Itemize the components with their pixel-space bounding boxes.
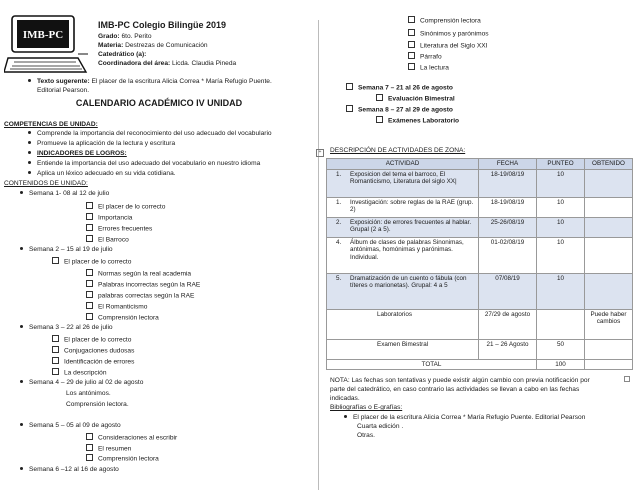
topic-item: Palabras incorrectas según la RAE	[86, 280, 200, 290]
cell-actividad: Examen Bimestral	[327, 339, 479, 359]
checkbox-icon	[86, 280, 93, 287]
topic-item: Exámenes Laboratorio	[376, 116, 459, 126]
cell-obtenido	[585, 217, 633, 237]
cell-fecha: 27/29 de agosto	[479, 309, 537, 339]
table-row	[327, 339, 633, 359]
topic-item: Normas según la real academia	[86, 269, 191, 279]
table-row	[327, 169, 633, 197]
topic-item: El placer de lo correcto	[52, 335, 131, 345]
bullet-icon	[20, 325, 23, 328]
calendar-title: CALENDARIO ACADÉMICO IV UNIDAD	[75, 98, 243, 108]
cell-actividad: 1. Exposicion del tema el barroco, El Romanticismo, Literatura del siglo XX|	[327, 169, 479, 197]
nota-line: NOTA: Las fechas son tentativas y puede existir algún cambio con previa notificación por	[330, 377, 590, 384]
week-item: Semana 7 – 21 al 26 de agosto	[346, 83, 453, 93]
week-item: Semana 4 – 29 de julio al 02 de agosto	[20, 379, 143, 388]
table-row	[327, 197, 633, 217]
cell-fecha: 01-02/08/19	[479, 237, 537, 273]
week-item: Semana 1- 08 al 12 de julio	[20, 190, 109, 199]
topic-item: Evaluación Bimestral	[376, 94, 455, 104]
cell-punteo: 10	[537, 217, 585, 237]
bibliografia-item: El placer de la escritura Alicia Correa * María Refugio Puente. Editorial Pearson	[344, 414, 585, 423]
checkbox-icon	[52, 257, 59, 264]
checkbox-icon	[52, 346, 59, 353]
checkbox-icon	[376, 94, 383, 101]
cell-punteo	[537, 309, 585, 339]
checkbox-icon	[86, 213, 93, 220]
checkbox-icon	[52, 335, 59, 342]
week-item: Semana 8 – 27 al 29 de agosto	[346, 105, 453, 115]
week-item: Semana 5 – 05 al 09 de agosto	[20, 422, 121, 431]
checkbox-icon	[408, 29, 415, 36]
topic-item: Literatura del Siglo XXI	[408, 41, 487, 51]
texto-sugerente-line2: Editorial Pearson.	[37, 87, 90, 94]
header-materia: Materia: Destrezas de Comunicación	[98, 42, 208, 49]
cell-obtenido	[585, 339, 633, 359]
topic-item: Importancia	[86, 213, 132, 223]
topic-item: Conjugaciones dudosas	[52, 346, 134, 356]
topic-text: Comprensión lectora.	[66, 401, 129, 408]
cell-obtenido	[585, 169, 633, 197]
texto-sugerente-line1: Texto sugerente: El placer de la escritura Alicia Correa * María Refugio Puente.	[28, 78, 272, 87]
cell-punteo: 10	[537, 197, 585, 217]
contenidos-heading: CONTENIDOS DE UNIDAD:	[4, 180, 88, 187]
bibliografia-heading: Bibliografías o E-grafías:	[330, 404, 403, 411]
checkbox-icon	[346, 105, 353, 112]
topic-item: El Romanticismo	[86, 302, 147, 312]
cell-punteo: 50	[537, 339, 585, 359]
competencia-item: Promueve la aplicación de la lectura y escritura	[28, 140, 175, 149]
checkbox-icon	[52, 357, 59, 364]
topic-item: Errores frecuentes	[86, 224, 152, 234]
header-coordinadora: Coordinadora del área: Licda. Claudia Pineda	[98, 60, 237, 67]
total-value: 100	[537, 359, 585, 370]
column-header-actividad: ACTIVIDAD	[327, 159, 479, 170]
cell-actividad: Laboratorios	[327, 309, 479, 339]
week-item: Semana 2 – 15 al 19 de julio	[20, 246, 113, 255]
cell-actividad: 4. Álbum de clases de palabras Sinonimas, antónimas, homónimas y parónimas. Individual.	[327, 237, 479, 273]
cell-fecha: 18-19/08/19	[479, 197, 537, 217]
cell-punteo: 10	[537, 273, 585, 309]
topic-item: Identificación de errores	[52, 357, 134, 367]
checkbox-icon	[86, 313, 93, 320]
bullet-icon	[20, 467, 23, 470]
header-grado: Grado: 6to. Perito	[98, 33, 152, 40]
checkbox-icon	[86, 224, 93, 231]
bullet-icon	[20, 247, 23, 250]
checkbox-icon	[408, 63, 415, 70]
topic-item: El Barroco	[86, 235, 129, 245]
cell-obtenido	[585, 273, 633, 309]
column-header-obtenido: OBTENIDO	[585, 159, 633, 170]
topic-item: Consideraciones al escribir	[86, 433, 177, 443]
table-row	[327, 217, 633, 237]
table-row	[327, 237, 633, 273]
total-label: TOTAL	[327, 359, 537, 370]
cell-actividad: 2. Exposición: de errores frecuentes al hablar. Grupal (2 a 5).	[327, 217, 479, 237]
checkbox-icon	[86, 433, 93, 440]
checkbox-icon	[376, 116, 383, 123]
bibliografia-edicion: Cuarta edición .	[357, 423, 404, 430]
topic-item: La descripción	[52, 368, 107, 378]
cell-obtenido: Puede haber cambios	[585, 309, 633, 339]
cell-actividad: 5. Dramatización de un cuento o fábula (con títeres o marionetas). Grupal: 4 a 5	[327, 273, 479, 309]
topic-item: La lectura	[408, 63, 449, 73]
cell-actividad: 1. Investigación: sobre reglas de la RAE (grup. 2)	[327, 197, 479, 217]
logro-item: Entiende la importancia del uso adecuado del vocabulario en nuestro idioma	[28, 160, 260, 169]
logo-text: IMB-PC	[22, 29, 64, 41]
logro-item: Aplica un léxico adecuado en su vida cotidiana.	[28, 170, 176, 179]
checkbox-icon	[86, 202, 93, 209]
table-total-row	[327, 359, 633, 370]
page-divider	[318, 20, 319, 490]
topic-item: El placer de lo correcto	[52, 257, 131, 267]
checkbox-icon	[86, 269, 93, 276]
checkbox-icon	[86, 235, 93, 242]
week-item: Semana 6 –12 al 16 de agosto	[20, 466, 119, 475]
bullet-icon	[20, 423, 23, 426]
bullet-icon	[20, 191, 23, 194]
checkbox-icon	[86, 291, 93, 298]
cell-fecha: 21 – 26 Agosto	[479, 339, 537, 359]
topic-item: Sinónimos y parónimos	[408, 29, 489, 39]
checkbox-icon	[408, 41, 415, 48]
column-header-punteo: PUNTEO	[537, 159, 585, 170]
topic-item: El resumen	[86, 444, 131, 454]
topic-item: Comprensión lectora	[86, 454, 159, 464]
topic-item: Comprensión lectora	[86, 313, 159, 323]
table-row	[327, 273, 633, 309]
week-item: Semana 3 – 22 al 26 de julio	[20, 324, 113, 333]
actividades-heading: DESCRIPCIÓN DE ACTIVIDADES DE ZONA:	[330, 147, 466, 154]
actividades-table	[326, 158, 633, 370]
topic-item: El placer de lo correcto	[86, 202, 165, 212]
checkbox-icon	[408, 52, 415, 59]
checkbox-icon	[408, 16, 415, 23]
cell-obtenido	[585, 237, 633, 273]
bibliografia-otras: Otras.	[357, 432, 375, 439]
nota-line: indicadas.	[330, 395, 360, 402]
header-catedratico: Catedrático (a):	[98, 51, 147, 58]
cell-obtenido	[585, 197, 633, 217]
checkbox-icon	[52, 368, 59, 375]
column-header-fecha: FECHA	[479, 159, 537, 170]
checkbox-icon	[86, 302, 93, 309]
cell-obtenido	[585, 359, 633, 370]
table-row	[327, 309, 633, 339]
table-header-row	[327, 159, 633, 170]
cell-punteo: 10	[537, 169, 585, 197]
topic-text: Los antónimos.	[66, 390, 111, 397]
topic-item: Párrafo	[408, 52, 442, 62]
cell-punteo: 10	[537, 237, 585, 273]
competencias-heading: COMPETENCIAS DE UNIDAD:	[4, 121, 98, 128]
checkbox-icon	[86, 454, 93, 461]
cell-fecha: 18-19/08/19	[479, 169, 537, 197]
school-logo-computer-icon	[4, 14, 90, 76]
cell-fecha: 07/08/19	[479, 273, 537, 309]
cell-fecha: 25-26/08/19	[479, 217, 537, 237]
logros-heading: INDICADORES DE LOGROS:	[28, 150, 127, 159]
topic-item: Comprensión lectora	[408, 16, 481, 26]
table-move-handle-icon[interactable]: +	[316, 149, 324, 157]
table-resize-handle-icon[interactable]	[624, 376, 630, 382]
checkbox-icon	[346, 83, 353, 90]
topic-item: palabras correctas según la RAE	[86, 291, 194, 301]
checkbox-icon	[86, 444, 93, 451]
nota-line: parte del catedrático, en caso contrario las actividades se llevan a cabo en las fechas	[330, 386, 580, 393]
bullet-icon	[20, 380, 23, 383]
header-title: IMB-PC Colegio Bilingüe 2019	[98, 20, 227, 30]
competencia-item: Comprende la importancia del reconocimiento del uso adecuado del vocabulario	[28, 130, 272, 139]
